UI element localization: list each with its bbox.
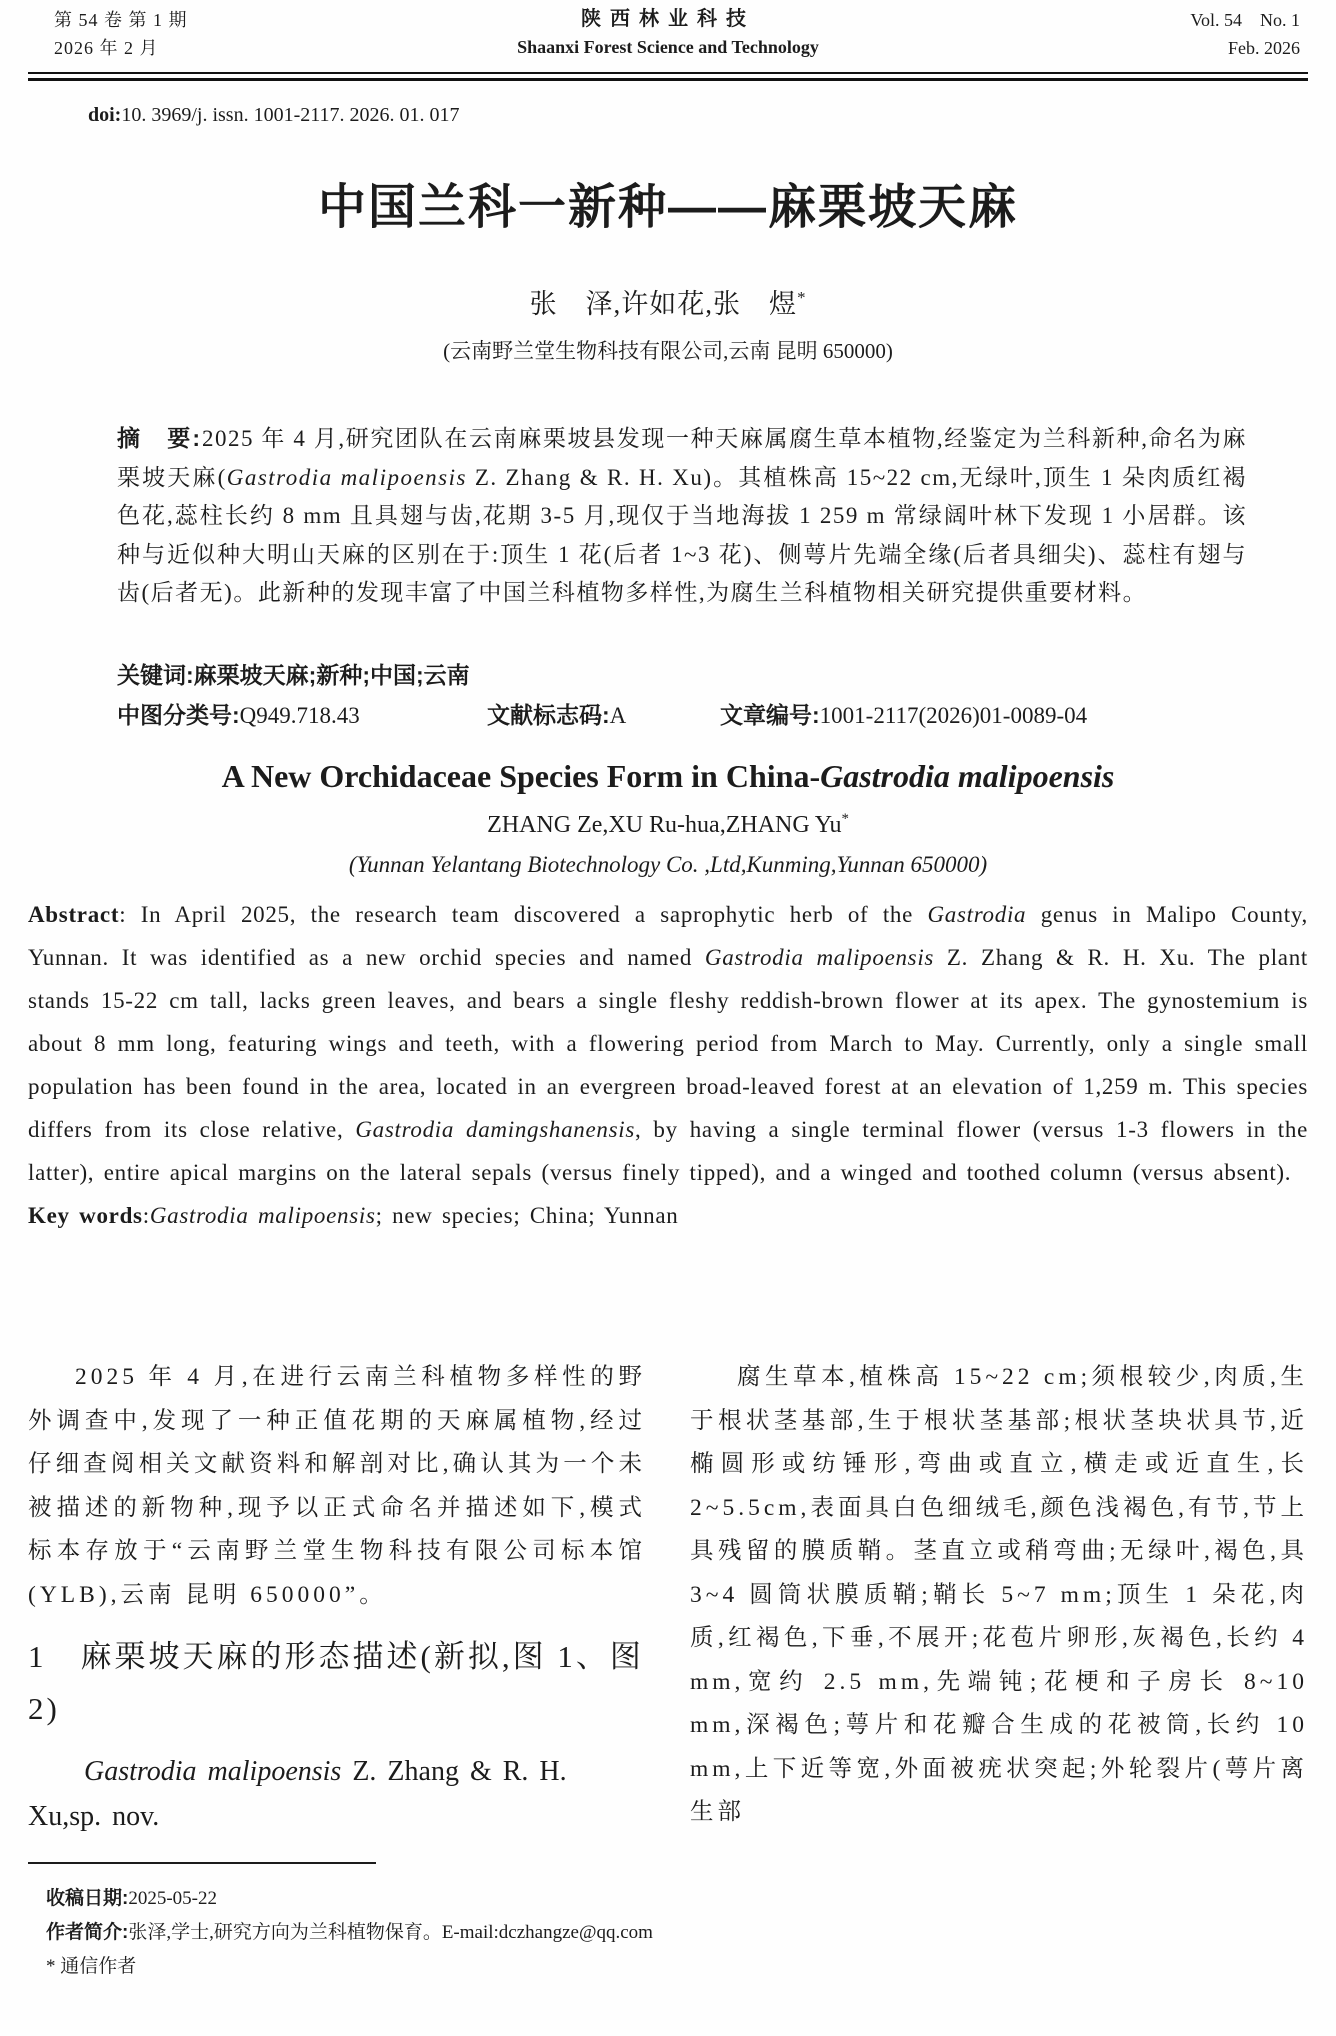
abstract-en-block bbox=[28, 893, 1308, 1237]
abstract-en-text: Abstract: In April 2025, the research team discovered a saprophytic herb of the Gastrodia genus in Malipo County, Yunnan. It was identified as a new orchid species and named Gastrodia malipoensis Z. Zhang & R. H. Xu. The plant stands 15-22 cm tall, lacks green leaves, and bears a single fleshy reddish-brown flower at its apex. The gynostemium is about 8 mm long, featuring wings and teeth, with a flowering period from March to May. Currently, only a single small population has been found in the area, located in an evergreen broad-leaved forest at an elevation of 1,259 m. This species differs from its close relative, Gastrodia damingshanensis, by having a single terminal flower (versus 1-3 flowers in the latter), entire apical margins on the lateral sepals (versus finely tipped), and a winged and toothed column (versus absent). bbox=[28, 902, 1308, 1185]
corresponding-author-note: * 通信作者 bbox=[46, 1956, 137, 1977]
document-code: 文献标志码:A bbox=[487, 702, 627, 728]
intro-paragraph: 2025 年 4 月,在进行云南兰科植物多样性的野外调查中,发现了一种正值花期的天麻属植物,经过仔细查阅相关文献资料和解剖对比,确认其为一个未被描述的新物种,现予以正式命名并描述如下,模式标本存放于“云南野兰堂生物科技有限公司标本馆(YLB),云南 昆明 650000”。 bbox=[28, 1364, 646, 1608]
issue-date-cn: 2026 年 2 月 bbox=[54, 38, 159, 58]
body-column-right bbox=[690, 1356, 1308, 1835]
doi-line bbox=[88, 104, 460, 127]
footnote-rule bbox=[28, 1862, 376, 1864]
article-id: 文章编号:1001-2117(2026)01-0089-04 bbox=[720, 702, 1088, 728]
section-1-heading: 1 麻栗坡天麻的形态描述(新拟,图 1、图 2) bbox=[28, 1639, 644, 1726]
keywords-cn-label: 关键词: bbox=[117, 662, 194, 688]
affiliation-en: (Yunnan Yelantang Biotechnology Co. ,Ltd,Kunming,Yunnan 650000) bbox=[348, 852, 988, 877]
header-double-rule bbox=[28, 72, 1308, 81]
keywords-cn-value: 麻栗坡天麻;新种;中国;云南 bbox=[193, 662, 470, 688]
article-title-en: A New Orchidaceae Species Form in China-Gastrodia malipoensis bbox=[221, 758, 1115, 794]
abstract-cn-label: 摘 要: bbox=[117, 425, 203, 451]
article-title-cn: 中国兰科一新种——麻栗坡天麻 bbox=[317, 181, 1018, 234]
received-date-line: 收稿日期:2025-05-22 bbox=[46, 1888, 217, 1909]
journal-title-en: Shaanxi Forest Science and Technology bbox=[517, 37, 819, 57]
header-volume-info-en bbox=[1190, 6, 1300, 62]
journal-title-cn: 陕西林业科技 bbox=[581, 8, 755, 30]
keywords-cn-line bbox=[117, 657, 470, 690]
doi-label: doi: bbox=[88, 104, 122, 126]
authors-cn: 张 泽,许如花,张 煜* bbox=[529, 288, 807, 319]
affiliation-cn: (云南野兰堂生物科技有限公司,云南 昆明 650000) bbox=[443, 339, 893, 363]
description-paragraph: 腐生草本,植株高 15~22 cm;须根较少,肉质,生于根状茎基部,生于根状茎基部;根状茎块状具节,近椭圆形或纺锤形,弯曲或直立,横走或近直生,长 2~5.5cm,表面具白色细绒毛,颜色浅褐色,有节,节上具残留的膜质鞘。茎直立或稍弯曲;无绿叶,褐色,具 3~4 圆筒状膜质鞘;鞘长 5~7 mm;顶生 1 朵花,肉质,红褐色,下垂,不展开;花苞片卵形,灰褐色,长约 4 mm,宽约 2.5 mm,先端钝;花梗和子房长 8~10 mm,深褐色;萼片和花瓣合生成的花被筒,长约 10 mm,上下近等宽,外面被疣状突起;外轮裂片(萼片离生部 bbox=[690, 1364, 1308, 1825]
volume-issue-en: Vol. 54 No. 1 bbox=[1190, 10, 1300, 30]
species-name-line: Gastrodia malipoensis Z. Zhang & R. H. Xu,sp. nov. bbox=[28, 1756, 567, 1832]
clc-number: 中图分类号:Q949.718.43 bbox=[117, 702, 360, 728]
body-column-left bbox=[28, 1356, 646, 1839]
author-bio-line: 作者简介:张泽,学士,研究方向为兰科植物保育。E-mail:dczhangze@qq.com bbox=[46, 1922, 653, 1943]
issue-date-en: Feb. 2026 bbox=[1228, 38, 1300, 58]
classification-line bbox=[117, 697, 1247, 731]
abstract-cn bbox=[117, 419, 1247, 613]
volume-issue-cn: 第 54 卷 第 1 期 bbox=[54, 10, 188, 30]
footnotes-block bbox=[46, 1882, 653, 1984]
authors-en: ZHANG Ze,XU Ru-hua,ZHANG Yu* bbox=[487, 811, 849, 838]
doi-value: 10. 3969/j. issn. 1001-2117. 2026. 01. 017 bbox=[121, 104, 460, 126]
keywords-en-line: Key words:Gastrodia malipoensis; new species; China; Yunnan bbox=[28, 1203, 679, 1228]
abstract-cn-text: 2025 年 4 月,研究团队在云南麻栗坡县发现一种天麻属腐生草本植物,经鉴定为兰科新种,命名为麻栗坡天麻(Gastrodia malipoensis Z. Zhang & R. H. Xu)。其植株高 15~22 cm,无绿叶,顶生 1 朵肉质红褐色花,蕊柱长约 8 mm 且具翅与齿,花期 3-5 月,现仅于当地海拔 1 259 m 常绿阔叶林下发现 1 小居群。该种与近似种大明山天麻的区别在于:顶生 1 花(后者 1~3 花)、侧萼片先端全缘(后者具细尖)、蕊柱有翅与齿(后者无)。此新种的发现丰富了中国兰科植物多样性,为腐生兰科植物相关研究提供重要材料。 bbox=[117, 426, 1248, 605]
header-journal-titles bbox=[0, 6, 1336, 62]
